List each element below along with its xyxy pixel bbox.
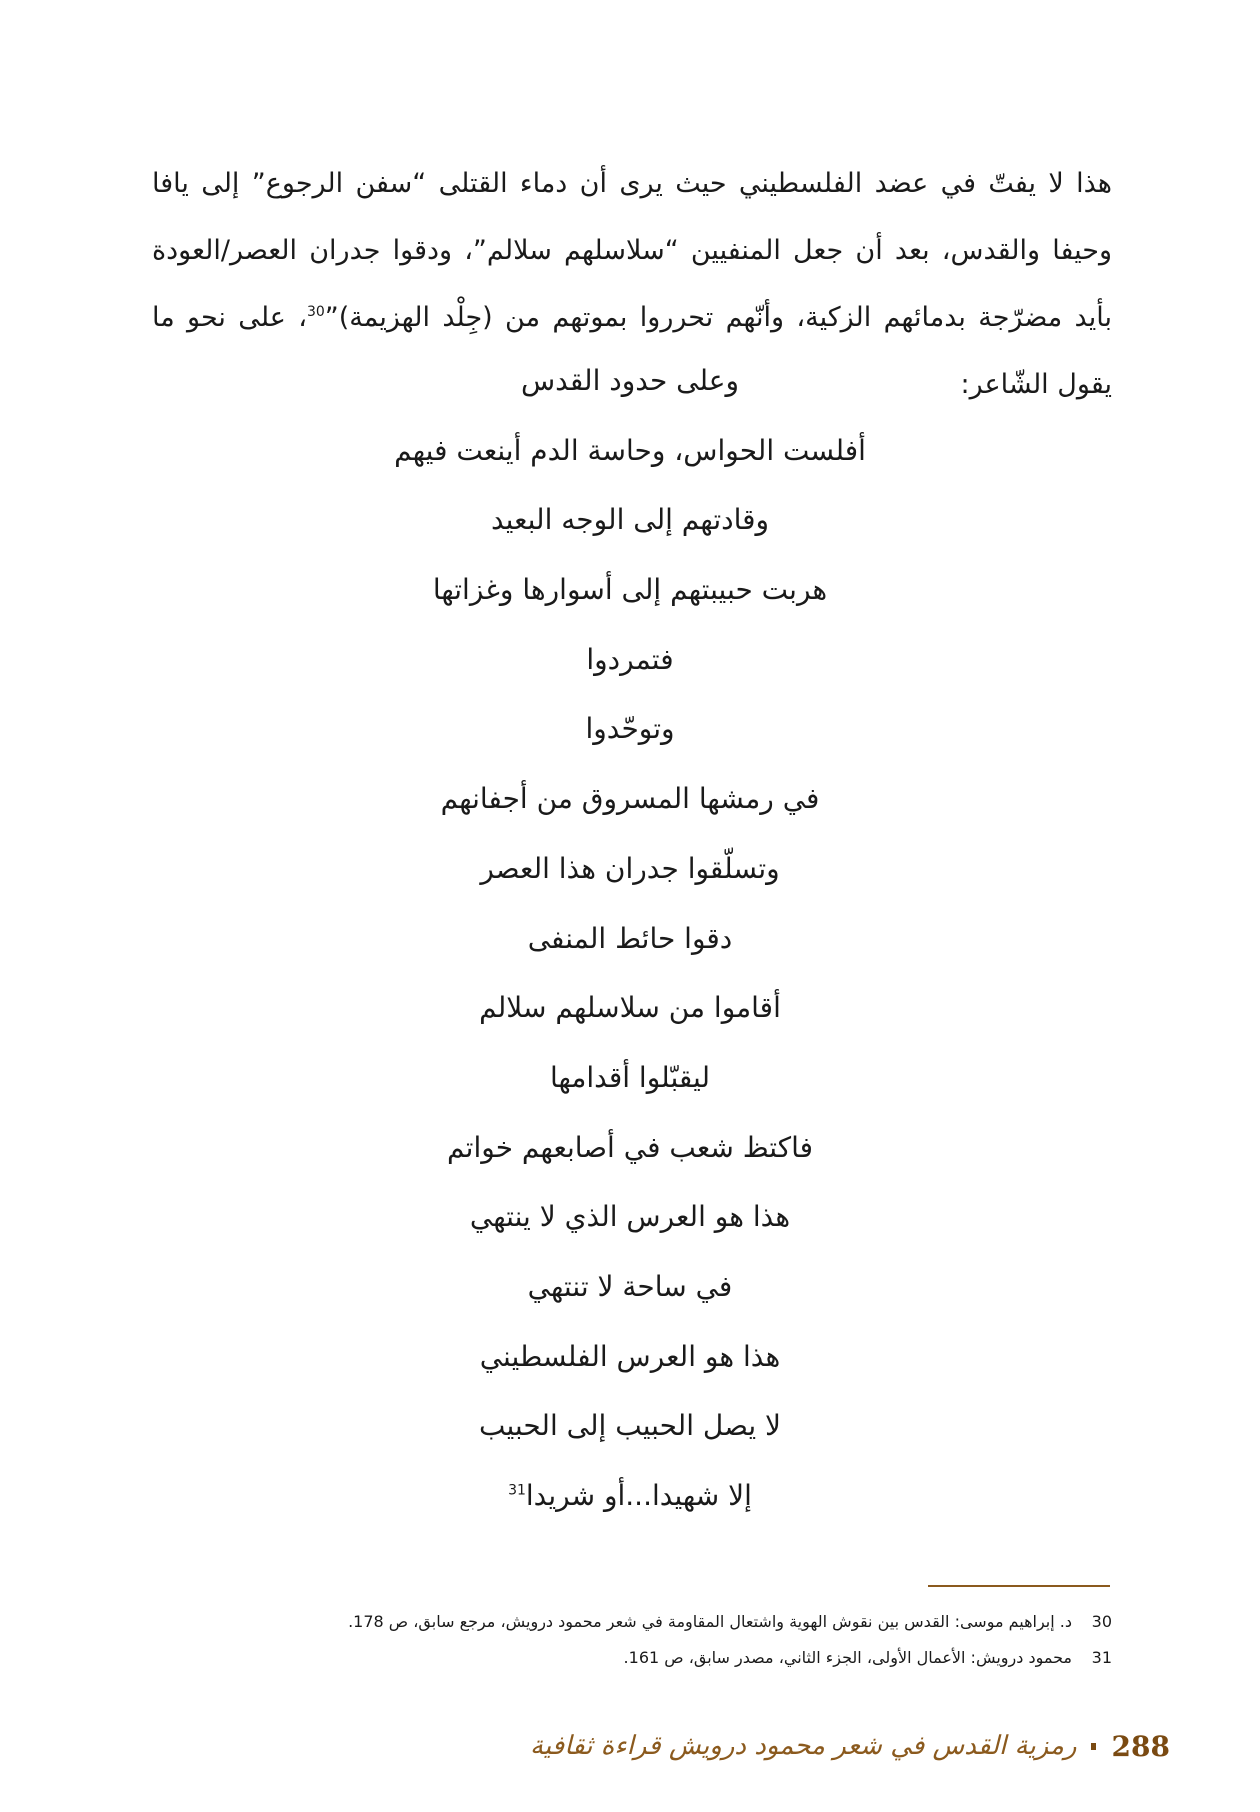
footnote-separator [928,1585,1110,1587]
footnote-ref-30[interactable]: 30 [306,304,325,320]
poem-line: أقاموا من سلاسلهم سلالم [479,991,781,1025]
poem-line: هذا هو العرس الفلسطيني [479,1339,781,1373]
footnote-number: 30 [1091,1612,1112,1631]
footnotes [300,1604,1112,1676]
page-number: 288 [1111,1729,1170,1763]
poem-line: فتمردوا [586,642,674,676]
poem-last-line [0,1461,1260,1531]
paragraph-text: هذا لا يفتّ في عضد الفلسطيني حيث يرى أن دماء القتلى “سفن الرجوع” إلى يافا وحيفا والقدس، بعد أن جعل المنفيين “سلاسلهم سلالم”، ودقوا جدران العصر/العودة بأيد مضرّجة بدمائهم الزكية، وأنّهم تحرروا بموتهم من (جِلْد الهزيمة)” [152,168,1112,333]
poem-line: وقادتهم إلى الوجه البعيد [490,503,770,537]
footnote-text: د. إبراهيم موسى: القدس بين نقوش الهوية واشتعال المقاومة في شعر محمود درويش، مرجع سابق، ص 178. [348,1612,1072,1631]
footnote-ref-31[interactable]: 31 [508,1482,526,1499]
poem-line: دقوا حائط المنفى [527,921,733,955]
footnote-number: 31 [1091,1648,1112,1667]
poem-line: في ساحة لا تنتهي [527,1269,733,1303]
poem-line: هربت حبيبتهم إلى أسوارها وغزاتها [432,573,828,607]
poem-line-text: إلا شهيدا...أو شريدا [525,1479,752,1512]
poem-line: هذا هو العرس الذي لا ينتهي [469,1200,791,1234]
poem-line: ليقبّلوا أقدامها [549,1060,711,1094]
footnote-item [300,1640,1112,1676]
poem-line: لا يصل الحبيب إلى الحبيب [478,1409,782,1443]
poem-line: فاكتظ شعب في أصابعهم خواتم [447,1130,813,1164]
poem-line: وتسلّقوا جدران هذا العصر [480,851,780,885]
poem-line: وعلى حدود القدس [521,364,739,397]
poem-line: في رمشها المسروق من أجفانهم [440,782,820,816]
paragraph-text-continued: ، على نحو ما يقول الشّاعر: [152,302,1112,400]
poem-block [0,346,1260,1531]
footer-bar [1091,1743,1096,1750]
poem-line: وتوحّدوا [585,712,675,746]
footnote-text: محمود درويش: الأعمال الأولى، الجزء الثاني، مصدر سابق، ص 161. [623,1648,1072,1667]
running-footer [530,1724,1170,1768]
running-title: رمزية القدس في شعر محمود درويش قراءة ثقافية [530,1731,1077,1761]
poem-line: أفلست الحواس، وحاسة الدم أينعت فيهم [394,433,866,467]
footnote-item [300,1604,1112,1640]
